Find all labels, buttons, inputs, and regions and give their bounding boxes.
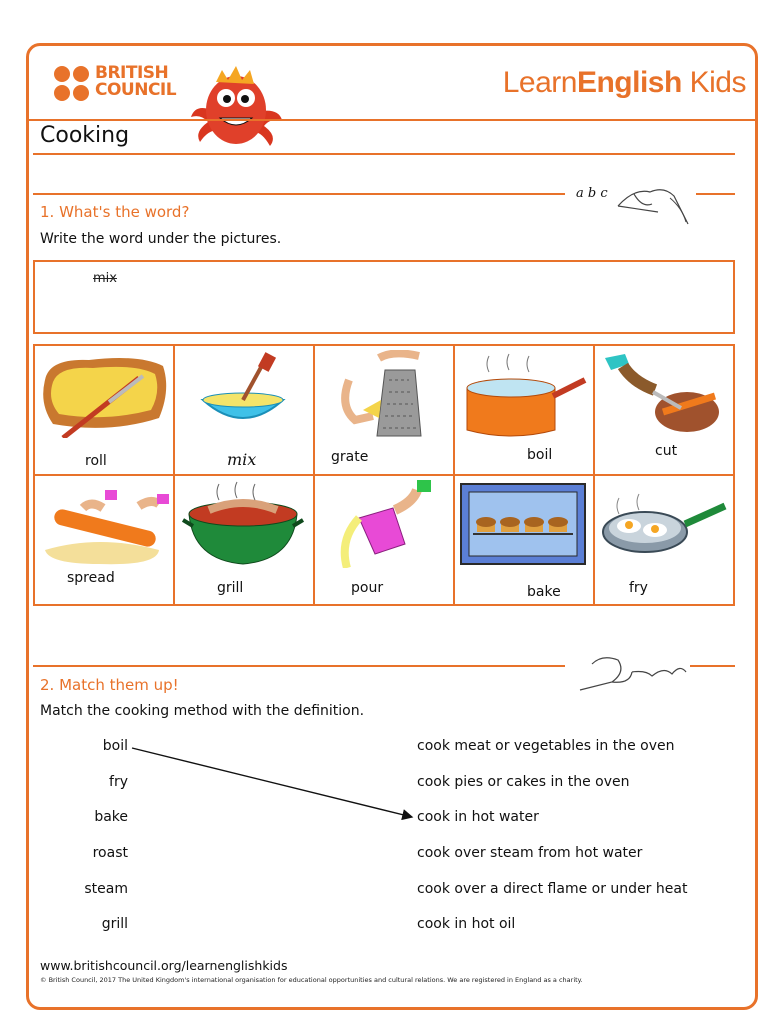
definition-item: cook over a direct flame or under heat — [417, 881, 688, 897]
learnenglish-kids-logo: LearnEnglish Kids — [502, 66, 746, 99]
cell-label: spread — [67, 570, 115, 586]
cell-label: fry — [629, 580, 648, 596]
footer-copyright: © British Council, 2017 The United Kingdom's international organisation for educational opportunities and cultural relations. We are registered in England as a charity. — [40, 976, 583, 984]
british-council-wordmark: BRITISH COUNCIL — [95, 63, 177, 100]
cell-label: cut — [655, 443, 678, 459]
definition-item: cook meat or vegetables in the oven — [417, 738, 675, 754]
definition-item: cook in hot oil — [417, 916, 516, 932]
method-item: steam — [84, 881, 128, 897]
page-title: Cooking — [40, 123, 130, 148]
section1-heading: 1. What's the word? — [40, 203, 190, 221]
method-item: boil — [102, 738, 128, 754]
method-item: fry — [109, 774, 128, 790]
cell-label: grate — [331, 449, 369, 465]
cell-label: boil — [527, 447, 553, 463]
cell-label: pour — [351, 580, 384, 596]
method-item: bake — [94, 809, 128, 825]
section1-instruction: Write the word under the pictures. — [40, 231, 282, 247]
footer-url: www.britishcouncil.org/learnenglishkids — [40, 958, 288, 973]
abc-writing: a b c — [576, 186, 608, 201]
word-bank-crossed-word: mix — [93, 271, 117, 286]
cell-label: roll — [85, 453, 107, 469]
cell-label: bake — [527, 584, 561, 600]
section2-heading: 2. Match them up! — [40, 676, 179, 694]
method-item: roast — [92, 845, 128, 861]
definition-item: cook over steam from hot water — [417, 845, 643, 861]
method-item: grill — [101, 916, 128, 932]
definition-item: cook in hot water — [417, 809, 539, 825]
section2-instruction: Match the cooking method with the definition. — [40, 703, 365, 719]
cell-label: grill — [217, 580, 244, 596]
definition-item: cook pies or cakes in the oven — [417, 774, 630, 790]
cell-label-handwritten: mix — [227, 450, 257, 469]
